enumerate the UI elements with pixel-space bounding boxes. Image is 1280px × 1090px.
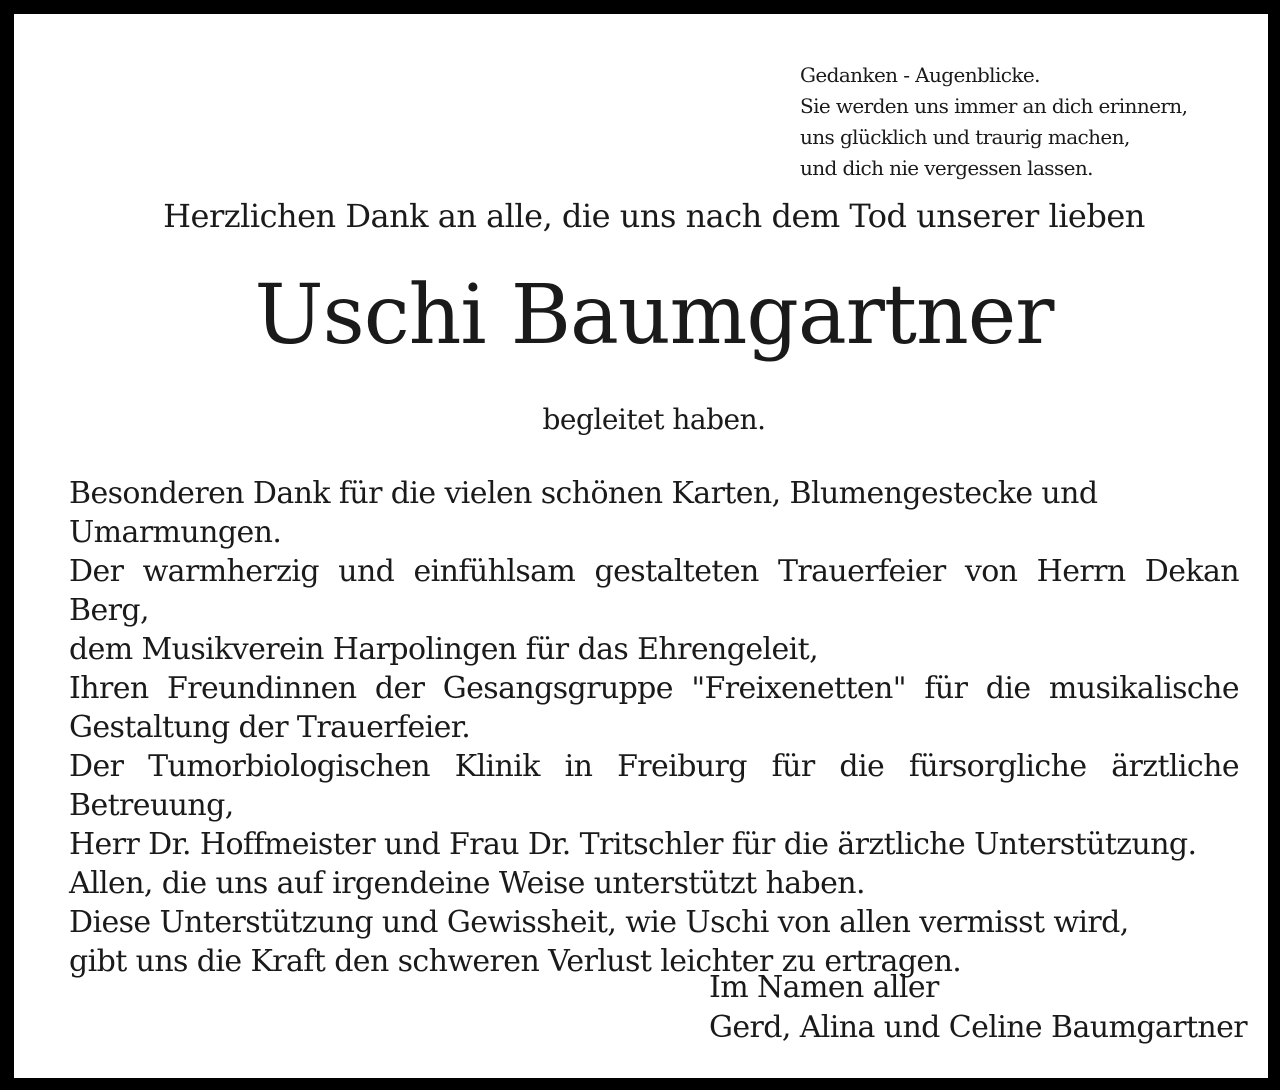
deceased-name: Uschi Baumgartner [254, 268, 1054, 363]
body-line: Der Tumorbiologischen Klinik in Freiburg für die fürsorgliche ärztliche [69, 749, 1239, 784]
intro-text: Herzlichen Dank an alle, die uns nach dem Tod unserer lieben [163, 197, 1145, 235]
body-line: Diese Unterstützung und Gewissheit, wie Uschi von allen vermisst wird, [69, 905, 1129, 940]
body-line: Besonderen Dank für die vielen schönen Karten, Blumengestecke und [69, 476, 1098, 511]
body-line: Herr Dr. Hoffmeister und Frau Dr. Tritschler für die ärztliche Unterstützung. [69, 827, 1197, 862]
body-line: dem Musikverein Harpolingen für das Ehrengeleit, [69, 632, 819, 667]
poem-line: und dich nie vergessen lassen. [800, 156, 1093, 180]
thanks-body [69, 474, 1239, 981]
body-line: Gestaltung der Trauerfeier. [69, 710, 471, 745]
poem-block [800, 60, 1187, 184]
after-name-text: begleitet haben. [542, 403, 766, 436]
body-line: Allen, die uns auf irgendeine Weise unterstützt haben. [69, 866, 865, 901]
poem-line: uns glücklich und traurig machen, [800, 125, 1130, 149]
signature-block [709, 968, 1247, 1048]
signature-line-1: Im Namen aller [709, 970, 939, 1005]
body-line: Ihren Freundinnen der Gesangsgruppe "Freixenetten" für die musikalische [69, 671, 1239, 706]
body-line: Betreuung, [69, 788, 234, 823]
body-line: Der warmherzig und einfühlsam gestalteten Trauerfeier von Herrn Dekan Berg, [69, 554, 1239, 628]
body-line: gibt uns die Kraft den schweren Verlust leichter zu ertragen. [69, 944, 962, 979]
poem-line: Gedanken - Augenblicke. [800, 63, 1040, 87]
poem-line: Sie werden uns immer an dich erinnern, [800, 94, 1188, 118]
signature-line-2: Gerd, Alina und Celine Baumgartner [709, 1010, 1248, 1045]
body-line: Umarmungen. [69, 515, 282, 550]
